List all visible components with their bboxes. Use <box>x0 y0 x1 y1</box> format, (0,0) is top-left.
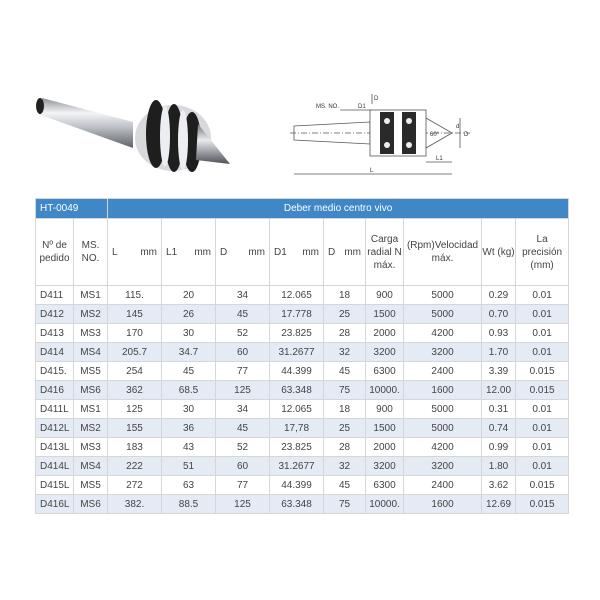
table-cell: D416 <box>36 381 74 400</box>
table-cell: MS6 <box>74 381 108 400</box>
table-cell: 155 <box>108 419 162 438</box>
table-row <box>36 343 569 362</box>
column-unit: mm <box>140 246 158 258</box>
column-label: D1 <box>274 246 287 258</box>
table-cell: 0.93 <box>482 324 516 343</box>
column-header-6 <box>324 219 366 286</box>
table-cell: 205.7 <box>108 343 162 362</box>
column-unit: mm <box>248 246 266 258</box>
table-cell: 145 <box>108 305 162 324</box>
table-cell: 3200 <box>366 457 404 476</box>
drawing-label-d1: D1 <box>358 104 366 110</box>
table-cell: D411 <box>36 286 74 305</box>
column-unit: mm <box>194 246 212 258</box>
table-cell: 43 <box>162 438 216 457</box>
table-cell: MS3 <box>74 324 108 343</box>
column-header-9: Wt (kg) <box>482 219 516 286</box>
table-row <box>36 362 569 381</box>
center-point <box>196 124 230 164</box>
table-cell: 125 <box>216 495 270 514</box>
table-cell: 3.62 <box>482 476 516 495</box>
table-cell: 5000 <box>404 400 482 419</box>
table-cell: 5000 <box>404 419 482 438</box>
table-cell: 52 <box>216 438 270 457</box>
table-cell: D415. <box>36 362 74 381</box>
table-cell: 382. <box>108 495 162 514</box>
table-cell: 17,78 <box>270 419 324 438</box>
table-cell: 44.399 <box>270 476 324 495</box>
table-row <box>36 305 569 324</box>
table-cell: 222 <box>108 457 162 476</box>
table-cell: 170 <box>108 324 162 343</box>
table-cell: 272 <box>108 476 162 495</box>
table-cell: 45 <box>216 305 270 324</box>
column-header-10: La precisión (mm) <box>516 219 569 286</box>
table-cell: 60 <box>216 457 270 476</box>
table-cell: 12.00 <box>482 381 516 400</box>
table-cell: 45 <box>324 362 366 381</box>
table-cell: 1600 <box>404 495 482 514</box>
table-cell: 88.5 <box>162 495 216 514</box>
table-cell: 125 <box>108 400 162 419</box>
table-cell: 45 <box>162 362 216 381</box>
table-header-row <box>36 219 569 286</box>
table-cell: MS6 <box>74 495 108 514</box>
table-cell: 51 <box>162 457 216 476</box>
table-row <box>36 324 569 343</box>
table-cell: 1500 <box>366 305 404 324</box>
table-cell: D411L <box>36 400 74 419</box>
table-cell: 0.01 <box>516 457 569 476</box>
table-cell: 4200 <box>404 438 482 457</box>
table-cell: MS4 <box>74 343 108 362</box>
table-cell: 2000 <box>366 324 404 343</box>
table-cell: 12.065 <box>270 286 324 305</box>
table-row <box>36 476 569 495</box>
table-cell: 0.74 <box>482 419 516 438</box>
table-cell: 2400 <box>404 362 482 381</box>
table-cell: 0.015 <box>516 362 569 381</box>
table-cell: 0.01 <box>516 419 569 438</box>
table-cell: 2400 <box>404 476 482 495</box>
table-cell: 4200 <box>404 324 482 343</box>
table-body <box>36 286 569 514</box>
column-header-0: Nº de pedido <box>36 219 74 286</box>
table-cell: 5000 <box>404 286 482 305</box>
column-header-1: MS. NO. <box>74 219 108 286</box>
table-cell: 63 <box>162 476 216 495</box>
table-cell: 115. <box>108 286 162 305</box>
table-cell: D415L <box>36 476 74 495</box>
table-cell: 1600 <box>404 381 482 400</box>
table-cell: 60 <box>216 343 270 362</box>
table-cell: 30 <box>162 400 216 419</box>
table-cell: 63.348 <box>270 495 324 514</box>
table-cell: 18 <box>324 286 366 305</box>
table-cell: D412L <box>36 419 74 438</box>
table-cell: 32 <box>324 457 366 476</box>
column-header-5 <box>270 219 324 286</box>
table-cell: MS1 <box>74 286 108 305</box>
table-cell: MS2 <box>74 419 108 438</box>
table-cell: 23.825 <box>270 324 324 343</box>
drawing-label-d-top: D <box>374 96 379 102</box>
table-cell: 23.825 <box>270 438 324 457</box>
column-unit: mm <box>344 246 362 258</box>
table-cell: 31.2677 <box>270 343 324 362</box>
table-row <box>36 419 569 438</box>
table-cell: 6300 <box>366 362 404 381</box>
table-cell: 10000. <box>366 495 404 514</box>
table-cell: 28 <box>324 324 366 343</box>
table-cell: 3.39 <box>482 362 516 381</box>
table-cell: 26 <box>162 305 216 324</box>
table-cell: 0.01 <box>516 400 569 419</box>
table-cell: 77 <box>216 362 270 381</box>
table-cell: 1500 <box>366 419 404 438</box>
table-cell: 10000. <box>366 381 404 400</box>
table-cell: MS2 <box>74 305 108 324</box>
table-row <box>36 438 569 457</box>
drawing-label-d-small: d <box>456 124 460 130</box>
table-cell: 44.399 <box>270 362 324 381</box>
live-center-product-image <box>28 90 238 190</box>
table-code: HT-0049 <box>36 199 108 219</box>
table-cell: MS3 <box>74 438 108 457</box>
table-cell: 0.31 <box>482 400 516 419</box>
column-header-2 <box>108 219 162 286</box>
drawing-label-ms: MS. NO. <box>316 104 340 110</box>
drawing-label-d-outer: D <box>464 132 469 138</box>
table-cell: MS5 <box>74 476 108 495</box>
table-cell: D416L <box>36 495 74 514</box>
table-cell: 34.7 <box>162 343 216 362</box>
table-cell: 125 <box>216 381 270 400</box>
table-cell: MS4 <box>74 457 108 476</box>
table-cell: 0.01 <box>516 438 569 457</box>
table-cell: 6300 <box>366 476 404 495</box>
table-cell: 68.5 <box>162 381 216 400</box>
table-row <box>36 381 569 400</box>
table-cell: MS5 <box>74 362 108 381</box>
table-cell: 0.015 <box>516 381 569 400</box>
drawing-label-l1: L1 <box>436 156 443 162</box>
table-cell: D413 <box>36 324 74 343</box>
table-cell: 1.80 <box>482 457 516 476</box>
table-cell: 17.778 <box>270 305 324 324</box>
table-title-bar <box>36 199 569 219</box>
table-title: Deber medio centro vivo <box>108 199 569 219</box>
table-cell: 45 <box>216 419 270 438</box>
table-cell: 75 <box>324 381 366 400</box>
drawing-label-l: L <box>370 168 374 174</box>
table-cell: 77 <box>216 476 270 495</box>
table-cell: 75 <box>324 495 366 514</box>
column-unit: mm <box>302 246 320 258</box>
table-cell: 0.70 <box>482 305 516 324</box>
technical-drawing <box>280 88 480 188</box>
table-cell: 52 <box>216 324 270 343</box>
table-cell: 1.70 <box>482 343 516 362</box>
table-cell: 0.99 <box>482 438 516 457</box>
table-cell: 0.01 <box>516 286 569 305</box>
table-row <box>36 400 569 419</box>
column-header-8: (Rpm)Velocidad máx. <box>404 219 482 286</box>
table-cell: 12.69 <box>482 495 516 514</box>
table-cell: 900 <box>366 286 404 305</box>
table-cell: 254 <box>108 362 162 381</box>
table-cell: 900 <box>366 400 404 419</box>
table-cell: 25 <box>324 305 366 324</box>
table-cell: 0.015 <box>516 476 569 495</box>
column-header-4 <box>216 219 270 286</box>
table-cell: 5000 <box>404 305 482 324</box>
table-row <box>36 457 569 476</box>
table-cell: D414 <box>36 343 74 362</box>
table-cell: 0.01 <box>516 305 569 324</box>
drawing-label-angle: 60° <box>430 132 440 138</box>
table-cell: 3200 <box>404 343 482 362</box>
table-cell: 20 <box>162 286 216 305</box>
table-cell: 0.29 <box>482 286 516 305</box>
table-cell: 34 <box>216 286 270 305</box>
table-cell: 63.348 <box>270 381 324 400</box>
table-cell: 34 <box>216 400 270 419</box>
table-cell: 2000 <box>366 438 404 457</box>
table-cell: 28 <box>324 438 366 457</box>
table-cell: 32 <box>324 343 366 362</box>
column-label: L <box>112 246 118 258</box>
table-cell: D412 <box>36 305 74 324</box>
table-cell: 362 <box>108 381 162 400</box>
taper-shank <box>36 98 133 148</box>
table-cell: 18 <box>324 400 366 419</box>
column-label: L1 <box>166 246 178 258</box>
table-cell: 0.015 <box>516 495 569 514</box>
column-header-3 <box>162 219 216 286</box>
table-cell: 0.01 <box>516 343 569 362</box>
table-cell: 45 <box>324 476 366 495</box>
table-cell: 3200 <box>366 343 404 362</box>
table-cell: 31.2677 <box>270 457 324 476</box>
table-cell: D413L <box>36 438 74 457</box>
specification-table <box>35 198 569 514</box>
table-cell: 12.065 <box>270 400 324 419</box>
table-cell: MS1 <box>74 400 108 419</box>
table-cell: 25 <box>324 419 366 438</box>
table-cell: 0.01 <box>516 324 569 343</box>
column-label: D <box>328 246 336 258</box>
table-cell: 3200 <box>404 457 482 476</box>
table-row <box>36 286 569 305</box>
table-row <box>36 495 569 514</box>
table-cell: 183 <box>108 438 162 457</box>
column-label: D <box>220 246 228 258</box>
table-cell: 36 <box>162 419 216 438</box>
table-cell: D414L <box>36 457 74 476</box>
column-header-7: Carga radial N máx. <box>366 219 404 286</box>
table-cell: 30 <box>162 324 216 343</box>
